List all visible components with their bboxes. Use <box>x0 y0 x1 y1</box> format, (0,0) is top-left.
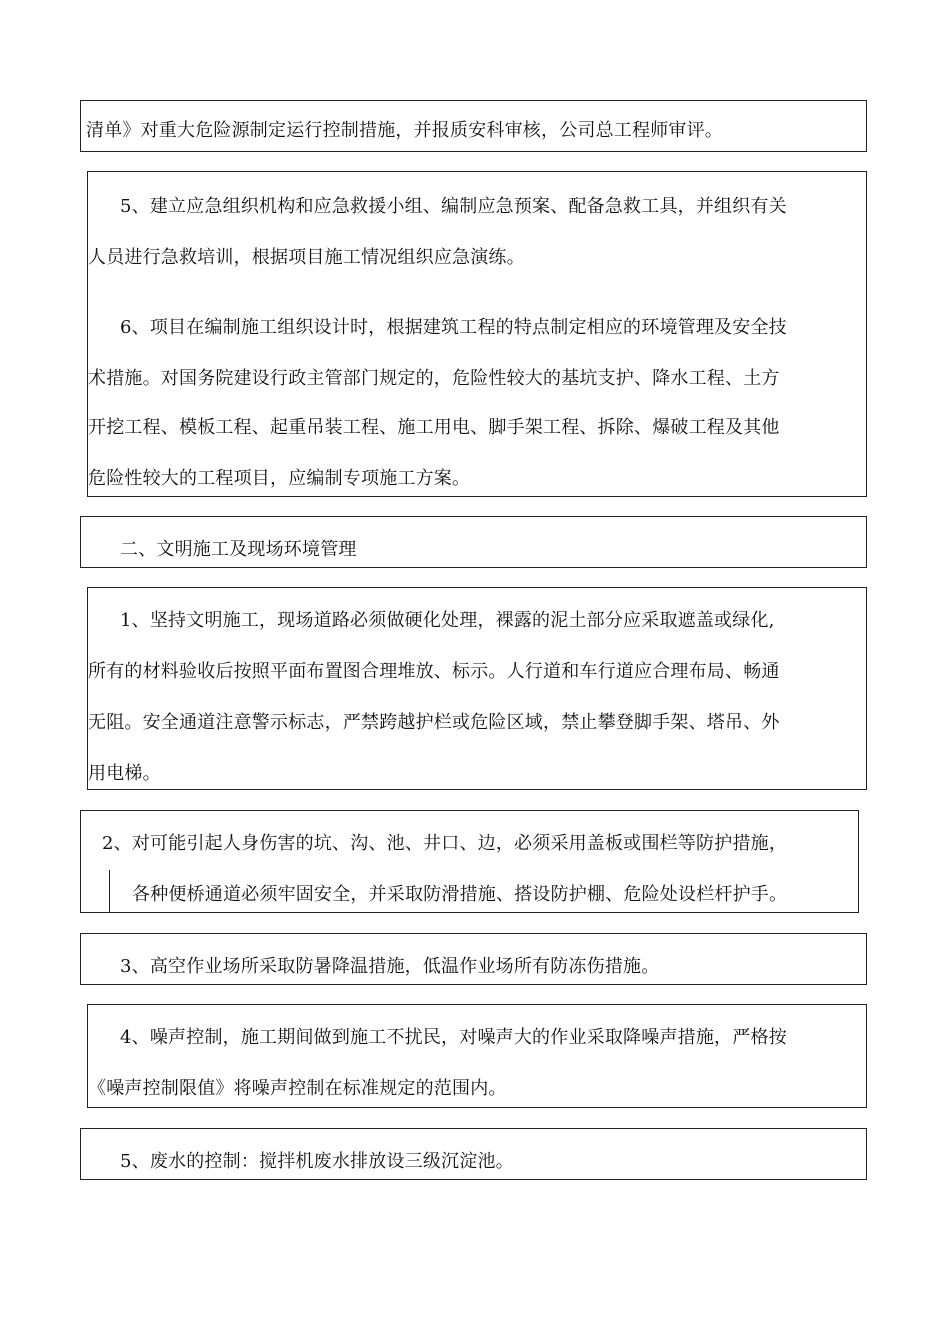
border-mark <box>109 870 110 913</box>
paragraph-line: 《噪声控制限值》将噪声控制在标准规定的范围内。 <box>88 1078 507 1099</box>
paragraph-line: 危险性较大的工程项目，应编制专项施工方案。 <box>88 468 471 489</box>
paragraph-line: 用电梯。 <box>88 763 161 784</box>
paragraph-line: 各种便桥通道必须牢固安全，并采取防滑措施、搭设防护棚、危险处设栏杆护手。 <box>132 884 788 905</box>
paragraph-line: 1、坚持文明施工，现场道路必须做硬化处理，裸露的泥土部分应采取遮盖或绿化, <box>120 610 775 631</box>
paragraph-line: 5、废水的控制：搅拌机废水排放设三级沉淀池。 <box>120 1151 514 1172</box>
paragraph-line: 术措施。对国务院建设行政主管部门规定的，危险性较大的基坑支护、降水工程、土方 <box>88 368 780 389</box>
paragraph-line: 5、建立应急组织机构和应急救援小组、编制应急预案、配备急救工具，并组织有关 <box>120 196 787 217</box>
paragraph-line: 3、高空作业场所采取防暑降温措施，低温作业场所有防冻伤措施。 <box>120 956 660 977</box>
paragraph-line: 清单》对重大危险源制定运行控制措施，并报质安科审核，公司总工程师审评。 <box>86 120 723 141</box>
paragraph-line: 4、噪声控制，施工期间做到施工不扰民，对噪声大的作业采取降噪声措施，严格按 <box>120 1027 787 1048</box>
paragraph-line: 人员进行急救培训，根据项目施工情况组织应急演练。 <box>88 247 525 268</box>
paragraph-line: 所有的材料验收后按照平面布置图合理堆放、标示。人行道和车行道应合理布局、畅通 <box>88 661 780 682</box>
paragraph-line: 6、项目在编制施工组织设计时，根据建筑工程的特点制定相应的环境管理及安全技 <box>120 317 787 338</box>
border-mark <box>87 272 88 294</box>
section-heading: 二、文明施工及现场环境管理 <box>120 539 357 560</box>
paragraph-line: 2、对可能引起人身伤害的坑、沟、池、井口、边，必须采用盖板或围栏等防护措施， <box>102 833 788 854</box>
paragraph-line: 开挖工程、模板工程、起重吊装工程、施工用电、脚手架工程、拆除、爆破工程及其他 <box>88 417 780 438</box>
paragraph-line: 无阻。安全通道注意警示标志，严禁跨越护栏或危险区域，禁止攀登脚手架、塔吊、外 <box>88 712 780 733</box>
